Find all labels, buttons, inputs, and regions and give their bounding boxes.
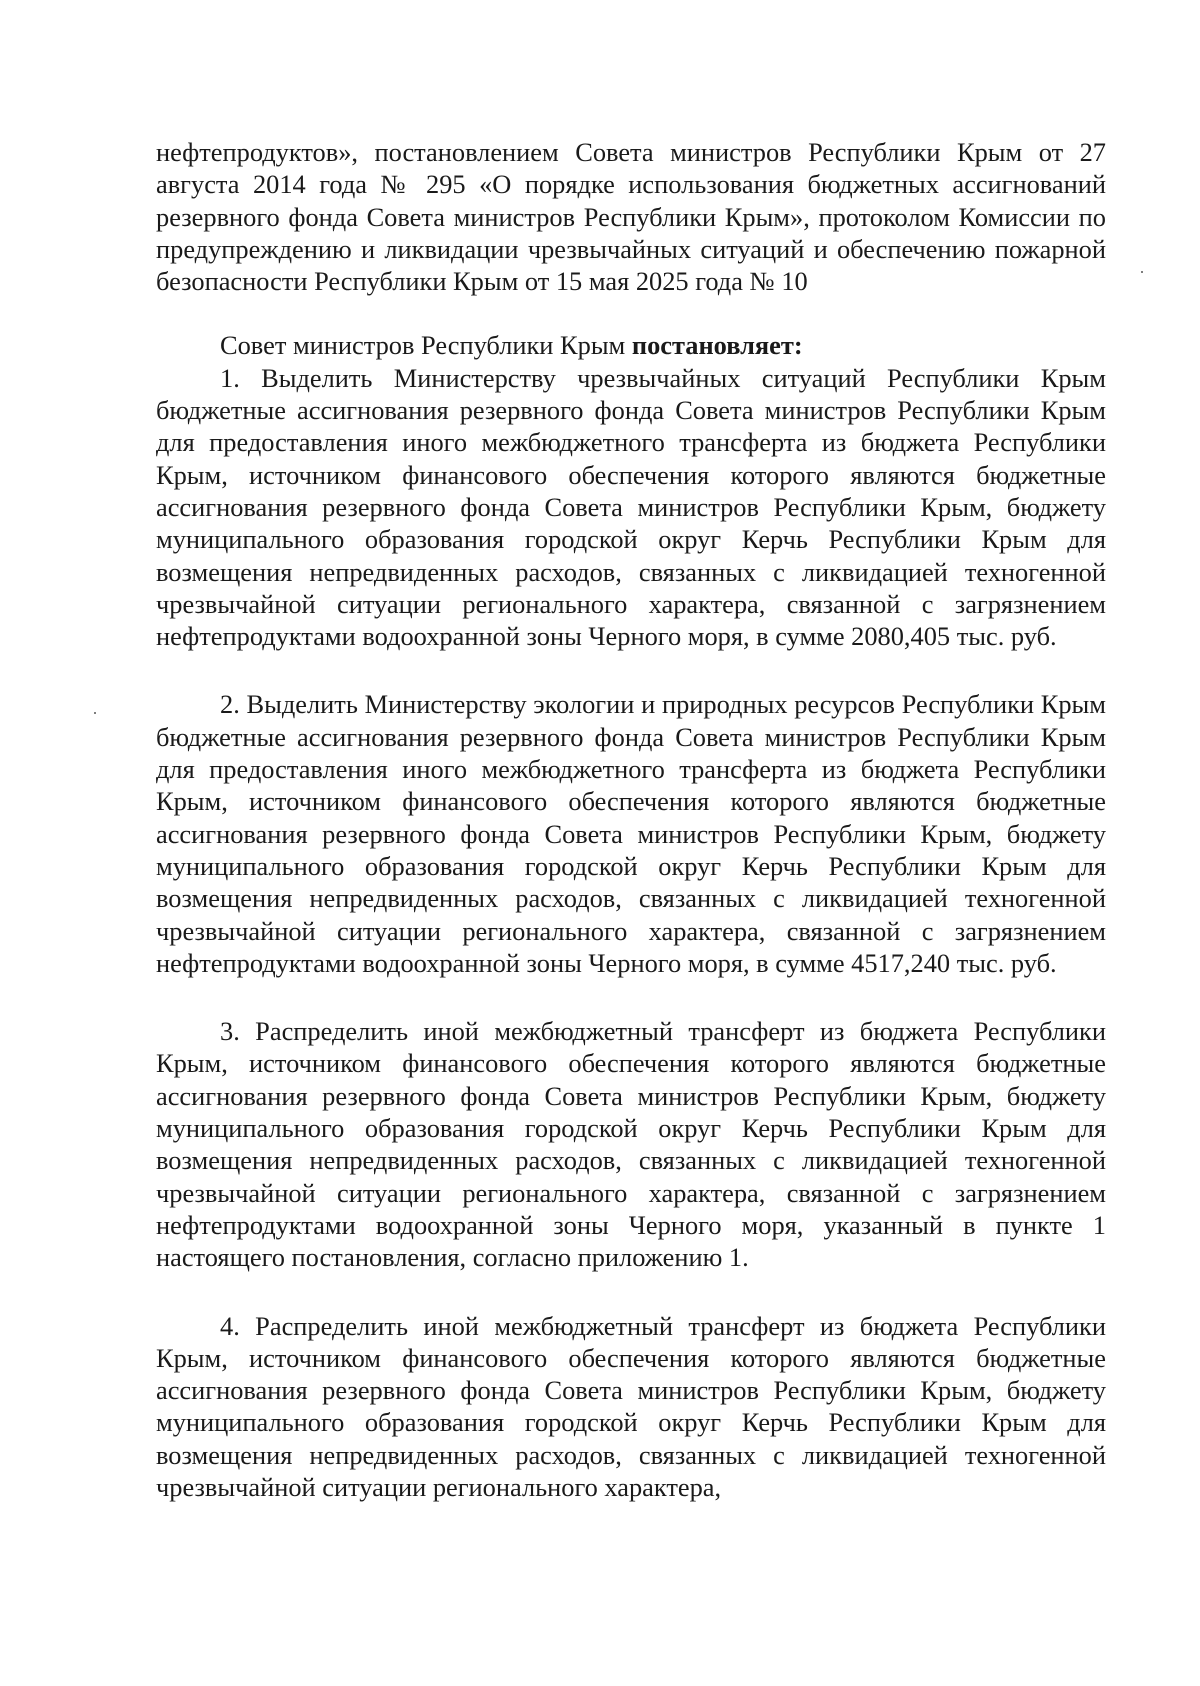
item-2-paragraph: 2. Выделить Министерству экологии и природных ресурсов Республики Крым бюджетные ассигнования резервного фонда Совета министров Республики Крым для предоставления иного межбюджетного трансферта из бюджета Республики Крым, источником финансового обеспечения которого являются бюджетные ассигнования резервного фонда Совета министров Республики Крым, бюджету муниципального образования городской округ Керчь Республики Крым для возмещения непредвиденных расходов, связанных с ликвидацией техногенной чрезвычайной ситуации регионального характера, связанной с загрязнением нефтепродуктами водоохранной зоны Черного моря, в сумме 4517,240 тыс. руб. [156,689,1106,978]
resolution-keyword: постановляет: [631,330,803,361]
intro-paragraph: нефтепродуктов», постановлением Совета министров Республики Крым от 27 августа 2014 года № 295 «О порядке использования бюджетных ассигнований резервного фонда Совета министров Республики Крым», протоколом Комиссии по предупреждению и ликвидации чрезвычайных ситуаций и обеспечению пожарной безопасности Республики Крым от 15 мая 2025 года № 10 [156,137,1106,297]
document-page [156,136,1106,1503]
item-3-paragraph: 3. Распределить иной межбюджетный трансферт из бюджета Республики Крым, источником финансового обеспечения которого являются бюджетные ассигнования резервного фонда Совета министров Республики Крым, бюджету муниципального образования городской округ Керчь Республики Крым для возмещения непредвиденных расходов, связанных с ликвидацией техногенной чрезвычайной ситуации регионального характера, связанной с загрязнением нефтепродуктами водоохранной зоны Черного моря, указанный в пункте 1 настоящего постановления, согласно приложению 1. [156,1016,1106,1273]
scan-speck [1141,271,1143,273]
scan-speck [94,712,96,714]
resolution-lead: Совет министров Республики Крым [220,330,632,361]
item-4-paragraph: 4. Распределить иной межбюджетный трансферт из бюджета Республики Крым, источником финансового обеспечения которого являются бюджетные ассигнования резервного фонда Совета министров Республики Крым, бюджету муниципального образования городской округ Керчь Республики Крым для возмещения непредвиденных расходов, связанных с ликвидацией техногенной чрезвычайной ситуации регионального характера, [156,1310,1106,1502]
resolution-paragraph [156,329,1106,361]
item-1-paragraph: 1. Выделить Министерству чрезвычайных ситуаций Республики Крым бюджетные ассигнования резервного фонда Совета министров Республики Крым для предоставления иного межбюджетного трансферта из бюджета Республики Крым, источником финансового обеспечения которого являются бюджетные ассигнования резервного фонда Совета министров Республики Крым, бюджету муниципального образования городской округ Керчь Республики Крым для возмещения непредвиденных расходов, связанных с ликвидацией техногенной чрезвычайной ситуации регионального характера, связанной с загрязнением нефтепродуктами водоохранной зоны Черного моря, в сумме 2080,405 тыс. руб. [156,362,1106,652]
